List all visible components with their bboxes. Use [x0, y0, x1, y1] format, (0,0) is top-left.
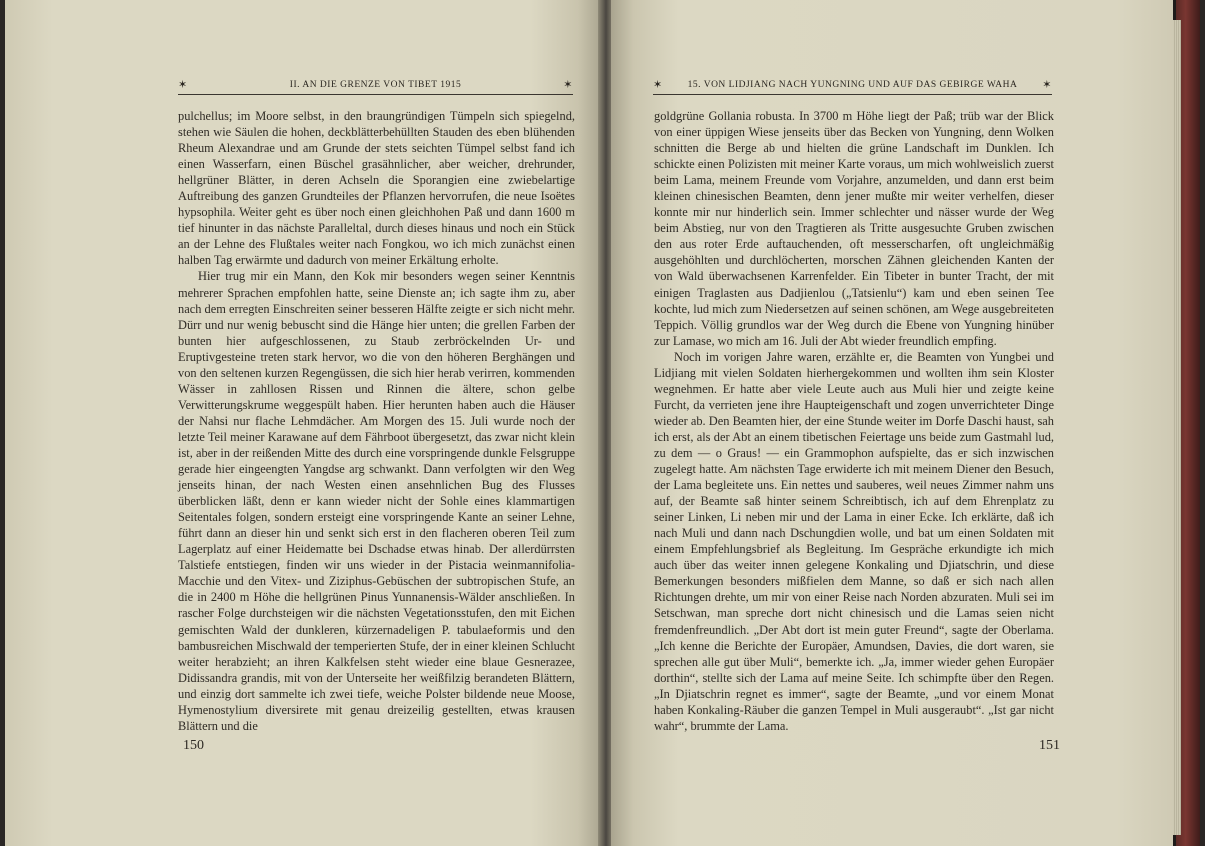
right-page-number: 151 [1039, 738, 1060, 753]
paragraph: goldgrüne Gollania robusta. In 3700 m Höhe liegt der Paß; trüb war der Blick von einer üppigen Wiese jenseits über das Becken von Yungning, denn Wolken schnitten die Berge ab und hielten die grüne Landschaft im Dunklen. Ich schickte einen Polizisten mit meiner Karte voraus, um mich wohlweislich zuerst beim Lama, meinem Freunde vom Vorjahre, anzumelden, und dann erst beim kleinen chinesischen Beamten, denn jener mußte mir weiter verhelfen, dieser konnte mir nur hinderlich sein. Immer schlechter und nässer wurde der Weg beim Abstieg, nur von den Tragtieren als Tritte ausgesuchte Gruben zwischen den aus roter Erde auftauchenden, oft messerscharfen, oft ungleichmäßig ausgehöhlten und durchlöcherten, morschen Zähnen gleichenden Kanten der von Wald überwachsenen Karrenfelder. Ein Tibeter in bunter Tracht, der mit einigen Traglasten aus Dadjienlou („Tatsienlu“) kam und eben seinen Tee kochte, lud mich zum Niedersetzen auf seinen schönen, am Wege ausgebreiteten Teppich. Völlig grundlos war der Weg durch die Ebene von Yungning hinüber zur Lamase, wo mich am 16. Juli der Abt wieder freundlich empfing. [654, 109, 1054, 348]
paragraph: Hier trug mir ein Mann, den Kok mir besonders wegen seiner Kenntnis mehrerer Sprachen empfohlen hatte, seine Dienste an; ich sagte ihm zu, aber nach dem erregten Einschreiten seiner besseren Hälfte zeigte er sich nicht mehr. Dürr und nur wenig bebuscht sind die Hänge hier unten; die grellen Farben der bunten hier aufgeschlossenen, zu Staub zerbröckelnden Ur- und Eruptivgesteine treten stark hervor, wo die von den höheren Berghängen und von den seltenen kurzen Regengüssen, die sich hier herab verirren, kommenden Wässer in zahllosen Rissen und Rinnen die ältere, schon gelbe Verwitterungskrume weggespült haben. Hier herunten haben auch die Häuser der Nahsi nur flache Lehmdächer. Am Morgen des 15. Juli wurde noch der letzte Teil meiner Karawane auf dem Fährboot übergesetzt, das zwar nicht klein ist, aber in der reißenden Mitte des durch eine vorspringende dunkle Felsgruppe gerade hier eingeengten Yangdse arg schwankt. Dann verfolgten wir den Weg jenseits hinan, der nach Westen einen ansehnlichen Bug des Flusses überblicken läßt, denn er kann wieder nicht der Sohle eines klammartigen Seitentales folgen, sondern ersteigt eine vorspringende Kante an seiner Lehne, führt dann an dieser hin und senkt sich erst in den flacheren oberen Teil zum Lagerplatz auf einer Heidematte bei Dschadse etwas hinab. Der allerdürrsten Talstiefe entstiegen, finden wir uns wieder in der Pistacia weinmannifolia-Macchie und den Vitex- und Ziziphus-Gebüschen der subtropischen Stufe, an die in 2400 m Höhe die hellgrünen Pinus Yunnanensis-Wälder anschließen. In rascher Folge durchsteigen wir die nächsten Vegetationsstufen, den mit Eichen gemischten Wald der dunkleren, kürzernadeligen P. tabulaeformis und den bambusreichen Mischwald der temperierten Stufe, der in einer kleinen Schlucht weiter herabzieht; an ihren Kalkfelsen steht wieder eine blaue Gesnerazee, Didissandra grandis, mit von der Unterseite her weißfilzig berandeten Blättern, und einzig dort sammelte ich zwei tiefe, weiche Polster bildende neue Moose, Hymenostylium diversirete mit genau dreizeilig gestellten, etwas krausen Blättern und die [178, 269, 575, 733]
paragraph: Noch im vorigen Jahre waren, erzählte er, die Beamten von Yungbei und Lidjiang mit vielen Soldaten hierhergekommen und wollten ihm sein Kloster wegnehmen. Er hatte aber viele Leute auch aus Muli hier und zeigte keine Furcht, da verrieten jene ihre Haupteigenschaft und zogen unverrichteter Dinge wieder ab. Den Beamten hier, der eine Stunde weiter im Dorfe Daschi haust, sah ich erst, als der Abt an einem tibetischen Feiertage uns beide zum Gastmahl lud, zu dem — o Graus! — ein Grammophon aufspielte, das er sich inzwischen zugelegt hatte. Am nächsten Tage erwiderte ich mit meinem Diener den Besuch, der Lama begleitete uns. Ein nettes und sauberes, weil neues Zimmer nahm uns auf, der Beamte saß hinter seinem Schreibtisch, ich auf dem Ehrenplatz zu seiner Linken, Li neben mir und der Lama in einer Ecke. Ich erklärte, daß ich nach Muli und dann nach Dschungdien wolle, und bat um einen Soldaten mit einem Empfehlungsbrief als Begleitung. Im Gespräche erkundigte ich mich auch über das weiter innen gelegene Konkaling und Djiatschrin, und diese Bemerkungen besonders mißfielen dem Manne, so daß er sich nach allen Richtungen drehte, um mir von einer Reise nach Norden abzuraten. Muli sei im Setschwan, man spreche dort nicht chinesisch und die Lamas seien nicht fremdenfreundlich. „Der Abt dort ist mein guter Freund“, sagte der Oberlama. „Ich kenne die Berichte der Europäer, Amundsen, Davies, die dort waren, sie sprechen alle gut über Muli“, bemerkte ich. „Ja, immer wieder gehen Europäer dorthin“, stellte sich der Lama auf meine Seite. Ich schimpfte über den Regen. „In Djiatschrin regnet es immer“, sagte der Beamte, „und vor einem Monat haben Konkaling-Räuber die ganzen Tempel in Muli ausgeraubt“. „Ist gar nicht wahr“, brummte der Lama. [654, 349, 1054, 733]
right-running-header [653, 80, 1052, 95]
left-running-header [178, 80, 573, 95]
star-marker-icon: ✶ [653, 79, 663, 91]
left-page-number: 150 [183, 738, 204, 753]
open-book [5, 0, 1200, 846]
star-marker-icon: ✶ [1042, 79, 1052, 91]
left-page [5, 0, 602, 846]
left-header-title: II. AN DIE GRENZE VON TIBET 1915 [289, 80, 462, 90]
right-header-title: 15. VON LIDJIANG NACH YUNGNING UND AUF DAS GEBIRGE WAHA [687, 80, 1018, 90]
right-body-text [654, 108, 1054, 734]
right-page [611, 0, 1173, 846]
paragraph: pulchellus; im Moore selbst, in den braungründigen Tümpeln sich spiegelnd, stehen wie Säulen die hohen, deckblätterbehüllten Stauden des eben blühenden Rheum Alexandrae und am Grunde der stets seichten Tümpel selbst fand ich einen Wasserfarn, einen Büschel grasähnlicher, aber weicher, drehrunder, hellgrüner Blätter, in deren Achseln die Sporangien eine zwiebelartige Auftreibung des ganzen Grundteiles der Pflanzen hervorrufen, die neue Isoëtes hypsophila. Weiter geht es über noch einen gleichhohen Paß und dann 1600 m tief hinunter in das nächste Paralleltal, durch dieses hinaus und noch ein Stück an der Lehne des Flußtales weiter nach Fongkou, wo ich mich zunächst einen halben Tag erwärmte und dadurch von meiner Erkältung erholte. [178, 109, 575, 268]
star-marker-icon: ✶ [563, 79, 573, 91]
page-stack-edge [1173, 20, 1181, 835]
star-marker-icon: ✶ [178, 79, 188, 91]
left-body-text [178, 108, 575, 734]
